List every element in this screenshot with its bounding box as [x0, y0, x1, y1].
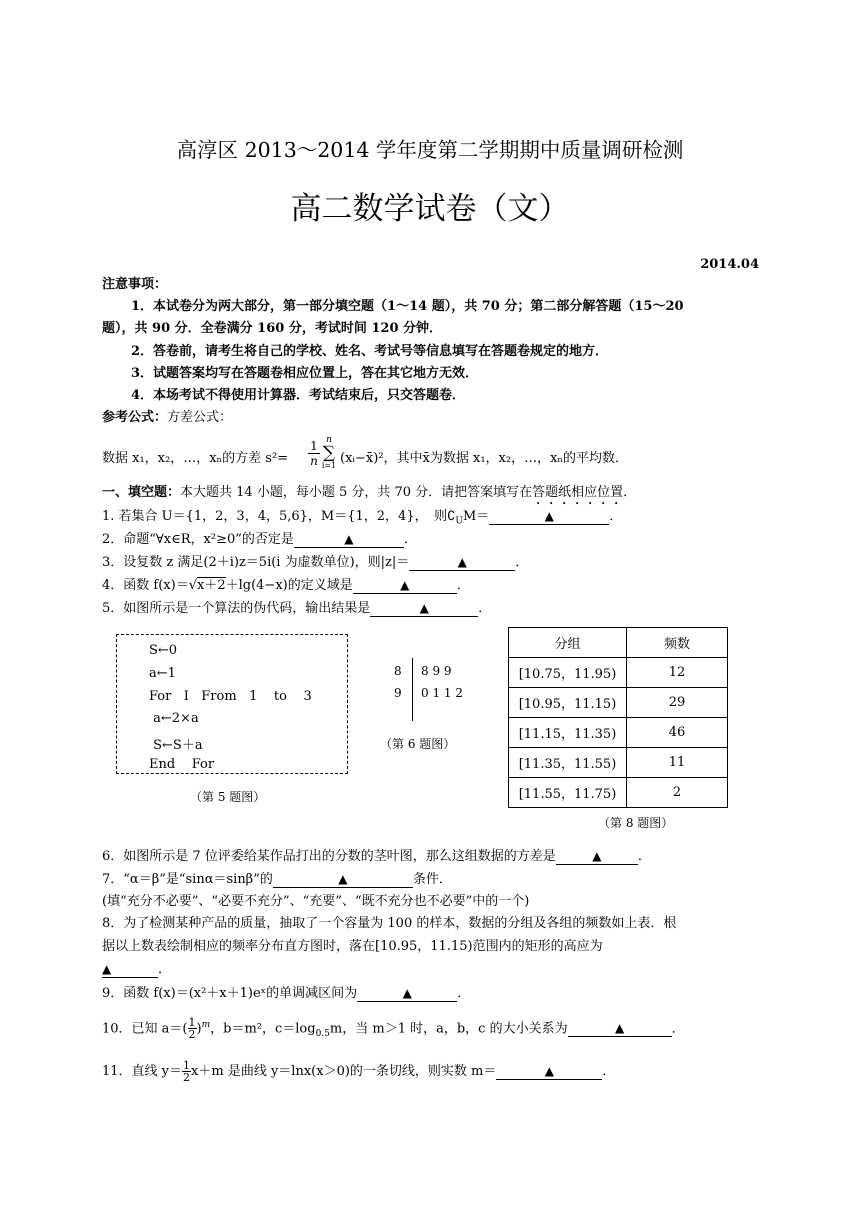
q2-text: 2．命题“∀x∈R，x²≥0”的否定是 — [102, 532, 294, 547]
section1-desc-emph: 答题纸相应位置 — [532, 485, 624, 500]
leaves-9: 0 1 1 2 — [421, 686, 463, 700]
note-item-2: 2．答卷前，请考生将自己的学校、姓名、考试号等信息填写在答题卷规定的地方． — [131, 344, 609, 359]
pseudocode-box — [116, 634, 348, 774]
q1-end: ． — [609, 509, 623, 524]
q6-answer-blank[interactable]: ▲ — [556, 849, 638, 865]
formula-frac — [308, 440, 320, 467]
question-5 — [102, 600, 491, 618]
q11-frac — [182, 1060, 191, 1083]
q8-answer-blank[interactable]: ▲ — [102, 962, 158, 978]
q9-end: ． — [457, 986, 471, 1001]
figure5-caption: （第 5 题图） — [190, 790, 266, 804]
question-9 — [102, 985, 470, 1003]
q10-text-after: m，当 m＞1 时，a，b，c 的大小关系为 — [329, 1021, 568, 1037]
exam-date: 2014.04 — [700, 257, 759, 272]
q9-text: 9．函数 f(x)＝(x²＋x＋1)eˣ的单调减区间为 — [102, 986, 358, 1001]
q4-text: 4．函数 f(x)＝ — [102, 578, 189, 593]
cell-group: [11.15，11.35) — [509, 718, 627, 748]
exam-title: 高二数学试卷（文） — [290, 191, 570, 227]
q1-text-after: M＝ — [462, 509, 490, 524]
q10-text: 10．已知 a＝( — [102, 1021, 188, 1037]
table-row — [509, 718, 728, 748]
question-7 — [102, 871, 452, 889]
q11-text: 11．直线 y＝ — [102, 1064, 183, 1079]
note-item-4: 4．本场考试不得使用计算器．考试结束后，只交答题卷． — [131, 388, 466, 403]
question-6 — [102, 848, 651, 866]
formula-heading-row — [102, 409, 232, 427]
q1-text: 1. 若集合 U＝{1，2，3，4，5,6}，M＝{1，2，4}， 则∁ — [102, 509, 456, 524]
q7-answer-blank[interactable]: ▲ — [273, 872, 413, 888]
q11-frac-den: 2 — [183, 1071, 191, 1084]
q7-end: 条件． — [412, 872, 452, 887]
cell-frequency: 29 — [627, 688, 728, 718]
q5-end: ． — [478, 601, 492, 616]
q5-answer-blank[interactable]: ▲ — [370, 601, 478, 617]
formula-sum-bottom: i=1 — [321, 461, 337, 470]
q10-frac-num: 1 — [188, 1016, 196, 1030]
section1-heading-row — [102, 484, 636, 508]
section1-desc: 本大题共 14 小题，每小题 5 分，共 70 分．请把答案填写在 — [180, 485, 533, 500]
q8-end: ． — [158, 962, 172, 977]
q11-frac-num: 1 — [183, 1059, 191, 1072]
exam-subtitle: 高淳区 2013～2014 学年度第二学期期中质量调研检测 — [176, 138, 684, 162]
formula-sum-top: n — [326, 435, 332, 445]
q7-text: 7．“α＝β”是“sinα＝sinβ”的 — [102, 872, 273, 887]
q11-answer-blank[interactable]: ▲ — [496, 1064, 602, 1080]
question-8-cont: 据以上数表绘制相应的频率分布直方图时，落在[10.95，11.15)范围内的矩形的高应为 — [102, 939, 603, 954]
table-row — [509, 778, 728, 808]
table-row — [509, 748, 728, 778]
figure6-caption: （第 6 题图） — [380, 737, 456, 751]
table-header-row — [509, 628, 728, 658]
question-2 — [102, 531, 417, 549]
note-item-1-cont: 题），共 90 分．全卷满分 160 分，考试时间 120 分钟． — [102, 321, 443, 336]
cell-group: [11.55，11.75) — [509, 778, 627, 808]
question-4 — [102, 577, 470, 595]
frequency-table — [508, 627, 728, 808]
q10-exp: m — [201, 1020, 211, 1030]
q2-answer-blank[interactable]: ▲ — [294, 532, 404, 548]
figure8-caption: （第 8 题图） — [598, 816, 674, 830]
question-8: 8．为了检测某种产品的质量，抽取了一个容量为 100 的样本，数据的分组及各组的频数如上表．根 — [102, 916, 677, 931]
stem-divider — [412, 658, 413, 721]
question-8-answer-row — [102, 961, 171, 979]
cell-group: [10.75，11.95) — [509, 658, 627, 688]
code-line: For I From 1 to 3 — [149, 689, 312, 704]
q11-text-after: x＋m 是曲线 y＝lnx(x＞0)的一条切线，则实数 m＝ — [191, 1064, 497, 1079]
q6-text: 6．如图所示是 7 位评委给某作品打出的分数的茎叶图，那么这组数据的方差是 — [102, 849, 556, 864]
cell-group: [11.35，11.55) — [509, 748, 627, 778]
cell-frequency: 11 — [627, 748, 728, 778]
q3-answer-blank[interactable]: ▲ — [409, 555, 515, 571]
q4-text-after: ＋lg(4−x)的定义域是 — [225, 578, 353, 593]
cell-group: [10.95，11.15) — [509, 688, 627, 718]
q10-answer-blank[interactable]: ▲ — [568, 1021, 672, 1037]
table-row — [509, 688, 728, 718]
q5-text: 5．如图所示是一个算法的伪代码，输出结果是 — [102, 601, 371, 616]
section1-heading: 一、填空题： — [102, 485, 181, 500]
note-item-3: 3．试题答案均写在答题卷相应位置上，答在其它地方无效． — [131, 366, 479, 381]
formula-name: 方差公式： — [167, 410, 233, 425]
formula-body: (xᵢ−x̄)²，其中x̄为数据 x₁，x₂，…，xₙ的平均数． — [340, 451, 629, 466]
question-1 — [102, 508, 622, 531]
q2-end: ． — [403, 532, 417, 547]
q1-sub: U — [455, 516, 463, 527]
q9-answer-blank[interactable]: ▲ — [357, 986, 457, 1002]
formula-sum — [321, 436, 337, 470]
header-group: 分组 — [509, 628, 627, 658]
stem-8: 8 — [394, 664, 402, 678]
q3-end: ． — [515, 555, 529, 570]
header-frequency: 频数 — [627, 628, 728, 658]
code-line: S←0 — [149, 643, 178, 658]
q10-log-base: 0.5 — [315, 1028, 330, 1039]
q10-frac — [188, 1017, 197, 1040]
q1-answer-blank[interactable]: ▲ — [489, 509, 609, 525]
notes-heading: 注意事项： — [102, 277, 168, 292]
code-line: S←S＋a — [149, 738, 203, 753]
table-row — [509, 658, 728, 688]
note-item-1: 1．本试卷分为两大部分，第一部分填空题（1～14 题），共 70 分；第二部分解答题（15～20 — [131, 299, 684, 314]
q4-sqrt-sign: √ — [188, 578, 197, 593]
formula-heading: 参考公式： — [102, 410, 168, 425]
q4-radicand: x＋2 — [197, 578, 226, 593]
q10-end: ． — [671, 1021, 685, 1037]
question-3 — [102, 554, 528, 572]
cell-frequency: 12 — [627, 658, 728, 688]
question-10 — [102, 1016, 685, 1043]
q10-text-mid: ，b＝m²，c＝log — [210, 1021, 316, 1037]
leaves-8: 8 9 9 — [421, 664, 452, 678]
q4-answer-blank[interactable]: ▲ — [353, 578, 457, 594]
q6-end: ． — [637, 849, 651, 864]
q10-paren: ) — [196, 1021, 202, 1037]
cell-frequency: 46 — [627, 718, 728, 748]
q3-text: 3．设复数 z 满足(2＋i)z＝5i(i 为虚数单位)，则|z|＝ — [102, 555, 410, 570]
cell-frequency: 2 — [627, 778, 728, 808]
q10-frac-den: 2 — [188, 1028, 196, 1042]
code-line: a←1 — [149, 666, 176, 681]
formula-prefix: 数据 x₁，x₂，…，xₙ的方差 s²= — [102, 451, 289, 466]
q4-end: ． — [456, 578, 470, 593]
formula-frac-den: n — [310, 454, 318, 468]
formula-sigma: ∑ — [322, 443, 336, 463]
code-line: End For — [149, 757, 215, 772]
q7-note: (填“充分不必要”、“必要不充分”、“充要”、“既不充分也不必要”中的一个) — [102, 894, 530, 909]
section1-desc-end: ． — [623, 485, 637, 500]
stem-9: 9 — [394, 686, 402, 700]
question-11 — [102, 1060, 615, 1083]
q11-end: ． — [602, 1064, 616, 1079]
code-line: a←2×a — [149, 711, 199, 726]
formula-frac-num: 1 — [310, 439, 318, 453]
